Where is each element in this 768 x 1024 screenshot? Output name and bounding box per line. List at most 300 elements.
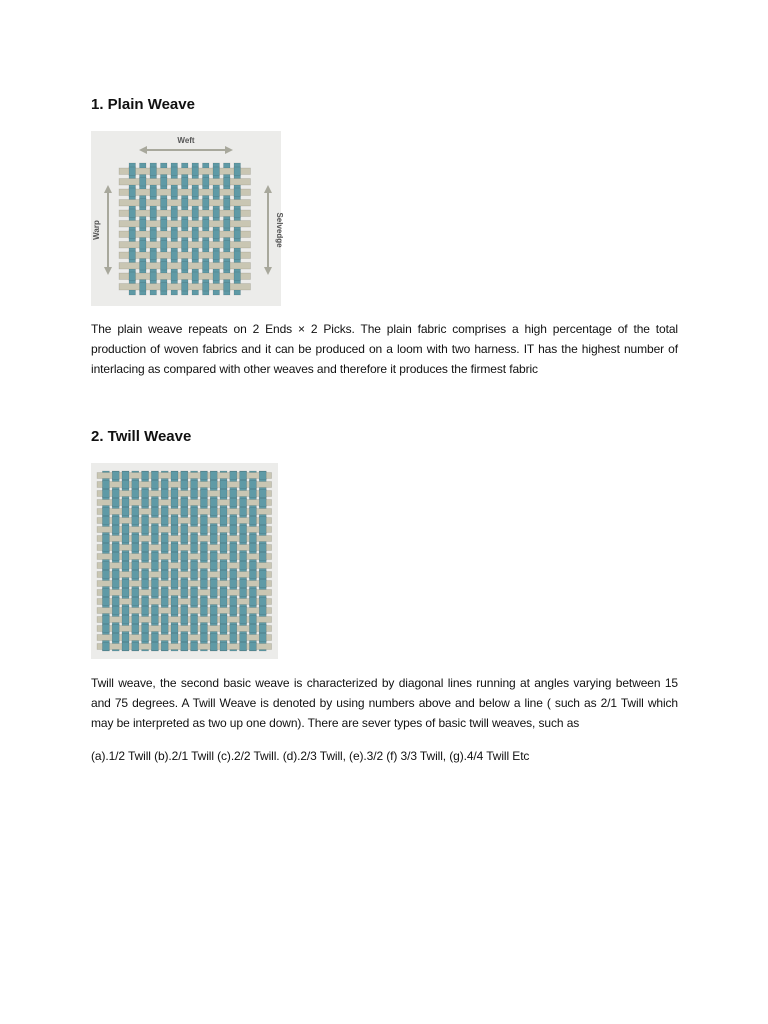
warp-crossing [210,607,217,615]
warp-crossing [181,508,188,516]
warp-crossing [191,508,198,516]
warp-crossing [259,472,266,480]
warp-crossing [102,625,109,633]
warp-crossing [220,508,227,516]
warp-crossing [102,535,109,543]
warp-crossing [192,209,199,218]
warp-crossing [171,625,178,633]
warp-crossing [151,481,158,489]
warp-thread [230,471,237,651]
warp-crossing [171,607,178,615]
warp-crossing [200,580,207,588]
warp-crossing [240,472,247,480]
warp-crossing [112,526,119,534]
warp-crossing [151,589,158,597]
warp-crossing [102,517,109,525]
warp-crossing [132,517,139,525]
selvedge-arrow [264,185,272,275]
warp-crossing [142,526,149,534]
warp-crossing [249,517,256,525]
warp-crossing [102,616,109,624]
warp-crossing [181,562,188,570]
warp-crossing [142,571,149,579]
warp-crossing [181,580,188,588]
warp-thread [210,471,217,651]
twill-weave-diagram [91,463,278,659]
warp-arrow [104,185,112,275]
warp-crossing [234,230,241,239]
warp-crossing [112,544,119,552]
warp-crossing [259,553,266,561]
warp-crossing [132,562,139,570]
warp-thread [220,471,227,651]
warp-crossing [213,251,220,260]
warp-crossing [129,167,136,176]
warp-crossing [142,634,149,642]
warp-crossing [200,517,207,525]
warp-crossing [213,230,220,239]
warp-crossing [161,625,168,633]
warp-thread [132,471,139,651]
warp-crossing [220,517,227,525]
warp-thread [112,471,119,651]
weft-arrow [139,146,233,154]
warp-crossing [224,220,231,229]
warp-crossing [132,508,139,516]
warp-crossing [112,607,119,615]
twill-weave-illustration [91,463,278,659]
warp-crossing [192,251,199,260]
warp-crossing [181,526,188,534]
warp-crossing [122,616,129,624]
warp-crossing [161,643,168,651]
warp-crossing [151,499,158,507]
warp-crossing [200,607,207,615]
warp-crossing [210,526,217,534]
weft-thread [97,599,272,605]
warp-crossing [151,634,158,642]
warp-crossing [161,283,168,292]
warp-crossing [234,167,241,176]
warp-crossing [200,472,207,480]
warp-crossing [182,199,189,208]
warp-crossing [132,616,139,624]
warp-crossing [191,490,198,498]
warp-crossing [200,634,207,642]
warp-crossing [210,472,217,480]
warp-crossing [102,643,109,651]
weft-thread [119,231,251,238]
warp-crossing [240,616,247,624]
warp-crossing [132,535,139,543]
warp-crossing [142,472,149,480]
warp-crossing [259,634,266,642]
weft-thread [97,518,272,524]
warp-crossing [129,230,136,239]
warp-crossing [140,178,147,187]
warp-crossing [122,472,129,480]
warp-crossing [122,553,129,561]
warp-crossing [171,553,178,561]
warp-crossing [171,188,178,197]
weft-thread [119,210,251,217]
warp-crossing [191,625,198,633]
warp-crossing [142,490,149,498]
warp-crossing [140,220,147,229]
warp-crossing [171,499,178,507]
warp-crossing [230,544,237,552]
warp-crossing [234,209,241,218]
warp-thread [200,471,207,651]
warp-crossing [200,544,207,552]
warp-crossing [213,167,220,176]
warp-crossing [112,472,119,480]
weft-thread [97,626,272,632]
warp-crossing [181,589,188,597]
warp-crossing [224,283,231,292]
plain-weave-illustration [91,131,284,306]
warp-thread [240,471,247,651]
warp-crossing [191,643,198,651]
warp-crossing [151,508,158,516]
warp-crossing [161,241,168,250]
warp-crossing [203,178,210,187]
warp-crossing [112,499,119,507]
warp-crossing [182,283,189,292]
warp-crossing [122,643,129,651]
warp-crossing [230,625,237,633]
warp-crossing [181,616,188,624]
warp-crossing [249,643,256,651]
warp-crossing [171,472,178,480]
warp-thread [122,471,129,651]
warp-crossing [182,178,189,187]
twill-types-list: (a).1/2 Twill (b).2/1 Twill (c).2/2 Twill. (d).2/3 Twill, (e).3/2 (f) 3/3 Twill, (g).4/4 Twill Etc [91,749,530,763]
warp-crossing [181,535,188,543]
warp-crossing [102,571,109,579]
warp-crossing [102,562,109,570]
warp-crossing [220,643,227,651]
warp-crossing [220,625,227,633]
warp-thread [259,471,266,651]
warp-crossing [230,634,237,642]
warp-crossing [122,580,129,588]
weft-thread [97,545,272,551]
warp-crossing [192,188,199,197]
weft-thread [97,491,272,497]
plain-weave-diagram [91,131,284,306]
warp-crossing [140,199,147,208]
warp-crossing [234,251,241,260]
warp-crossing [140,262,147,271]
warp-crossing [151,526,158,534]
warp-crossing [161,220,168,229]
warp-crossing [112,625,119,633]
warp-crossing [102,490,109,498]
warp-crossing [129,251,136,260]
warp-crossing [122,499,129,507]
warp-crossing [191,535,198,543]
warp-crossing [122,508,129,516]
warp-crossing [230,499,237,507]
warp-crossing [191,616,198,624]
warp-crossing [171,209,178,218]
warp-crossing [161,199,168,208]
warp-crossing [132,589,139,597]
warp-crossing [230,571,237,579]
warp-crossing [203,241,210,250]
warp-crossing [234,272,241,281]
warp-crossing [191,589,198,597]
warp-crossing [249,598,256,606]
plain-weave-description: The plain weave repeats on 2 Ends × 2 Picks. The plain fabric comprises a high percentage of the total production of woven fabrics and it can be produced on a loom with two harness. IT has the highest number of interlacing as compared with other weaves and therefore it produces the firmest fabric [91,322,678,376]
warp-crossing [192,167,199,176]
warp-crossing [210,499,217,507]
warp-crossing [181,607,188,615]
warp-thread [102,471,109,651]
warp-crossing [210,553,217,561]
weft-thread [119,189,251,196]
warp-crossing [102,544,109,552]
weft-thread [119,273,251,280]
warp-crossing [191,562,198,570]
warp-crossing [161,544,168,552]
warp-crossing [129,188,136,197]
warp-crossing [112,598,119,606]
warp-crossing [140,241,147,250]
warp-crossing [220,481,227,489]
warp-crossing [192,272,199,281]
warp-crossing [249,589,256,597]
weft-thread [97,572,272,578]
warp-crossing [181,481,188,489]
warp-crossing [203,283,210,292]
warp-crossing [200,526,207,534]
warp-crossing [203,199,210,208]
warp-crossing [161,490,168,498]
warp-crossing [249,616,256,624]
warp-crossing [240,553,247,561]
warp-crossing [151,535,158,543]
warp-crossing [150,230,157,239]
warp-crossing [112,571,119,579]
warp-crossing [240,607,247,615]
warp-crossing [259,625,266,633]
warp-crossing [132,490,139,498]
warp-crossing [151,607,158,615]
warp-crossing [102,481,109,489]
twill-weave-description: Twill weave, the second basic weave is characterized by diagonal lines running at angles varying between 15 and 75 degrees. A Twill Weave is denoted by using numbers above and below a line ( such as 2/1 Twill which may be interpreted as two up one down). There are sever types of basic twill weaves, such as [91,676,678,730]
warp-crossing [224,178,231,187]
warp-crossing [171,544,178,552]
warp-crossing [102,508,109,516]
warp-crossing [171,526,178,534]
warp-crossing [213,209,220,218]
warp-crossing [259,526,266,534]
warp-crossing [151,553,158,561]
warp-crossing [224,241,231,250]
warp-crossing [181,553,188,561]
warp-crossing [181,472,188,480]
warp-crossing [142,544,149,552]
warp-crossing [142,580,149,588]
warp-crossing [150,167,157,176]
warp-crossing [234,188,241,197]
warp-crossing [191,517,198,525]
warp-crossing [102,589,109,597]
warp-crossing [249,481,256,489]
warp-crossing [171,251,178,260]
warp-crossing [142,553,149,561]
warp-crossing [240,634,247,642]
warp-crossing [249,562,256,570]
warp-crossing [259,598,266,606]
warp-crossing [122,562,129,570]
warp-crossing [210,562,217,570]
warp-label: Warp [92,220,101,240]
warp-crossing [240,562,247,570]
warp-crossing [249,625,256,633]
warp-crossing [249,490,256,498]
warp-crossing [132,625,139,633]
warp-crossing [161,616,168,624]
warp-crossing [200,499,207,507]
warp-crossing [142,499,149,507]
warp-crossing [112,634,119,642]
warp-crossing [240,643,247,651]
warp-crossing [102,598,109,606]
warp-crossing [240,589,247,597]
warp-crossing [112,580,119,588]
selvedge-label: Selvedge [275,212,284,248]
warp-crossing [210,481,217,489]
warp-crossing [230,517,237,525]
warp-crossing [213,272,220,281]
warp-crossing [210,535,217,543]
warp-thread [151,471,158,651]
warp-crossing [182,220,189,229]
warp-crossing [171,580,178,588]
warp-crossing [122,481,129,489]
warp-crossing [171,230,178,239]
warp-crossing [132,544,139,552]
weft-label: Weft [177,136,195,145]
warp-crossing [150,188,157,197]
warp-crossing [220,616,227,624]
warp-crossing [240,499,247,507]
warp-crossing [171,634,178,642]
warp-crossing [142,625,149,633]
warp-crossing [142,517,149,525]
warp-crossing [220,535,227,543]
warp-thread [181,471,188,651]
warp-crossing [220,544,227,552]
warp-crossing [181,499,188,507]
warp-crossing [240,508,247,516]
warp-crossing [140,283,147,292]
warp-crossing [112,517,119,525]
warp-crossing [161,481,168,489]
warp-crossing [182,262,189,271]
warp-crossing [191,598,198,606]
warp-crossing [210,589,217,597]
warp-crossing [259,490,266,498]
warp-crossing [161,517,168,525]
warp-crossing [181,634,188,642]
warp-crossing [132,643,139,651]
warp-crossing [151,580,158,588]
warp-crossing [240,481,247,489]
warp-crossing [259,499,266,507]
warp-crossing [230,598,237,606]
warp-crossing [259,571,266,579]
section-heading-plain-weave: 1. Plain Weave [91,96,195,113]
warp-crossing [200,598,207,606]
warp-crossing [129,209,136,218]
warp-thread [171,471,178,651]
warp-crossing [122,526,129,534]
warp-crossing [191,481,198,489]
warp-crossing [191,571,198,579]
warp-crossing [151,472,158,480]
warp-crossing [230,472,237,480]
weft-thread [119,252,251,259]
warp-crossing [171,571,178,579]
warp-crossing [230,607,237,615]
warp-crossing [122,634,129,642]
warp-crossing [132,571,139,579]
warp-crossing [161,571,168,579]
warp-crossing [210,616,217,624]
warp-crossing [220,589,227,597]
warp-crossing [161,562,168,570]
warp-crossing [259,544,266,552]
warp-crossing [192,230,199,239]
warp-crossing [171,490,178,498]
warp-crossing [132,598,139,606]
warp-crossing [200,571,207,579]
warp-crossing [220,571,227,579]
warp-crossing [161,262,168,271]
warp-crossing [259,517,266,525]
warp-crossing [230,526,237,534]
warp-crossing [151,562,158,570]
warp-crossing [142,598,149,606]
warp-crossing [161,508,168,516]
warp-crossing [161,598,168,606]
warp-crossing [122,607,129,615]
warp-crossing [161,178,168,187]
warp-crossing [203,220,210,229]
warp-crossing [210,508,217,516]
warp-crossing [161,589,168,597]
weft-thread [119,168,251,175]
warp-crossing [200,625,207,633]
warp-crossing [240,580,247,588]
warp-crossing [142,607,149,615]
warp-thread [142,471,149,651]
warp-crossing [249,571,256,579]
warp-crossing [151,616,158,624]
warp-crossing [249,544,256,552]
warp-crossing [150,209,157,218]
warp-crossing [150,251,157,260]
warp-thread [161,471,168,651]
warp-crossing [171,272,178,281]
warp-crossing [150,272,157,281]
warp-crossing [230,490,237,498]
warp-crossing [230,580,237,588]
